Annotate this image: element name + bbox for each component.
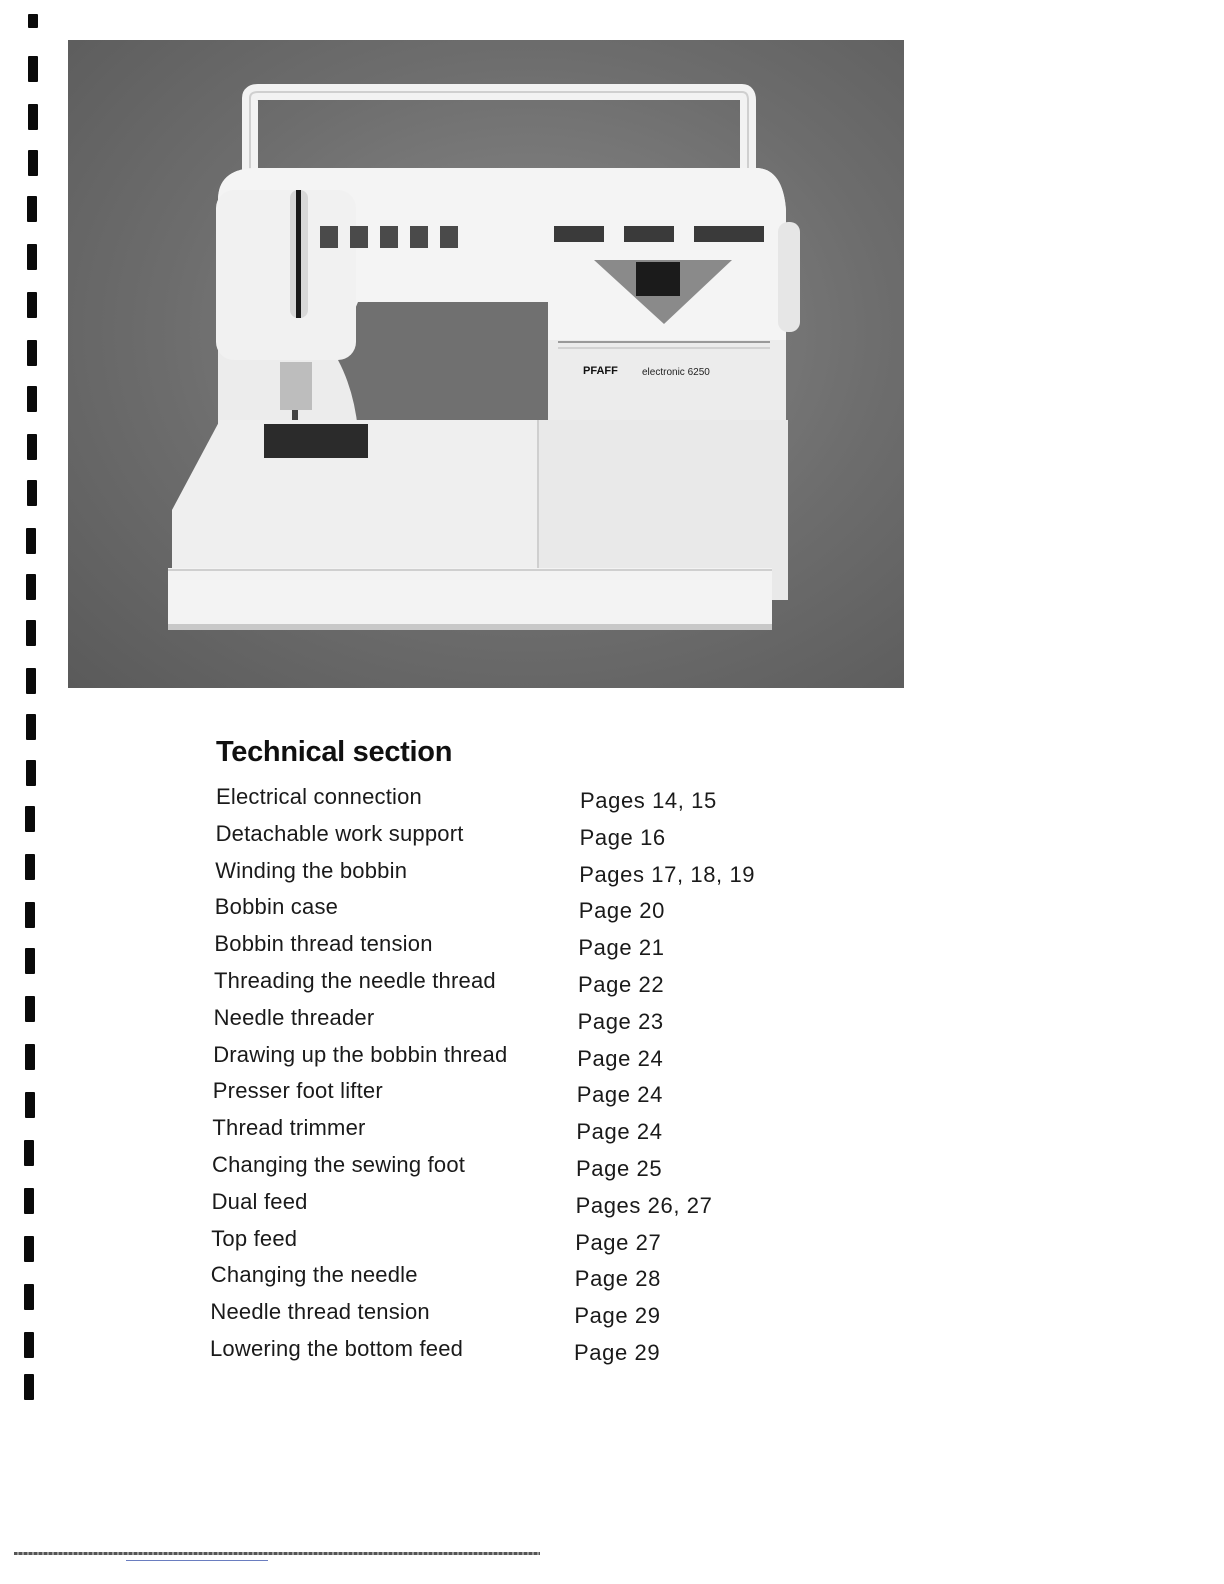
binding-hole (25, 854, 35, 880)
binding-hole (26, 620, 36, 646)
toc-topic: Thread trimmer (212, 1115, 366, 1141)
toc-topic: Needle thread tension (210, 1299, 430, 1325)
toc-topic: Changing the sewing foot (212, 1151, 466, 1177)
toc-entry (210, 894, 770, 931)
toc-page-ref: Page 23 (577, 1008, 664, 1034)
binding-hole (24, 1188, 34, 1214)
toc-page-ref: Page 21 (578, 935, 665, 961)
toc-entry (210, 1226, 770, 1263)
toc-topic: Threading the needle thread (214, 967, 496, 993)
toc-entry (210, 1189, 770, 1226)
toc-topic: Dual feed (211, 1188, 308, 1214)
toc-page-ref: Page 29 (574, 1339, 661, 1365)
binding-hole (24, 1284, 34, 1310)
toc-page-ref: Page 24 (577, 1045, 664, 1071)
toc-topic: Needle threader (213, 1004, 375, 1030)
toc-topic: Top feed (211, 1225, 298, 1251)
toc-entry (210, 784, 770, 821)
toc-page-ref: Pages 26, 27 (575, 1192, 713, 1218)
scan-edge-line (126, 1560, 268, 1561)
toc-topic: Detachable work support (215, 820, 464, 846)
binding-hole (24, 1332, 34, 1358)
binding-hole (24, 1140, 34, 1166)
binding-hole (25, 806, 35, 832)
binding-hole (25, 996, 35, 1022)
binding-hole (27, 434, 37, 460)
scan-edge-rule (14, 1552, 540, 1555)
toc-page-ref: Page 22 (578, 971, 665, 997)
section-title: Technical section (216, 736, 453, 768)
toc-page-ref: Page 28 (574, 1266, 661, 1292)
toc-entry (210, 1262, 770, 1299)
binding-hole (28, 56, 38, 82)
toc-topic: Electrical connection (216, 784, 422, 809)
binding-hole (25, 948, 35, 974)
binding-hole (27, 340, 37, 366)
sewing-machine-photo (68, 40, 904, 688)
toc-entry (210, 931, 770, 968)
toc-page-ref: Page 27 (575, 1229, 662, 1255)
toc-page-ref: Page 20 (578, 898, 665, 924)
toc-topic: Drawing up the bobbin thread (213, 1041, 508, 1067)
toc-entry (210, 1042, 770, 1079)
binding-hole (27, 386, 37, 412)
toc-page-ref: Pages 17, 18, 19 (579, 861, 756, 887)
toc-entry (210, 1078, 770, 1115)
binding-hole (25, 902, 35, 928)
toc-entry (210, 1299, 770, 1336)
binding-hole (27, 244, 37, 270)
binding-hole (25, 1092, 35, 1118)
binding-hole (27, 480, 37, 506)
binding-hole (28, 14, 38, 28)
toc-entry (210, 1005, 770, 1042)
svg-text:PFAFF: PFAFF (583, 365, 618, 377)
toc-entry (210, 1115, 770, 1152)
binding-hole (24, 1236, 34, 1262)
binding-hole (28, 150, 38, 176)
binding-hole (26, 714, 36, 740)
toc-topic: Changing the needle (210, 1262, 418, 1288)
toc-entry (210, 1152, 770, 1189)
toc-page-ref: Page 29 (574, 1303, 661, 1329)
toc-entry (210, 858, 770, 895)
toc-topic: Bobbin case (214, 894, 339, 920)
toc-topic: Winding the bobbin (215, 857, 408, 883)
toc-page-ref: Page 25 (576, 1155, 663, 1181)
toc-topic: Lowering the bottom feed (210, 1335, 464, 1361)
toc-topic: Presser foot lifter (212, 1078, 383, 1104)
binding-hole (27, 196, 37, 222)
binding-hole (26, 528, 36, 554)
toc-topic: Bobbin thread tension (214, 931, 433, 957)
binding-hole (25, 1044, 35, 1070)
binding-hole (27, 292, 37, 318)
toc-page-ref: Page 24 (576, 1119, 663, 1145)
toc-entry (210, 968, 770, 1005)
binding-hole (24, 1374, 34, 1400)
binding-hole (28, 104, 38, 130)
toc-list (210, 784, 770, 1373)
toc-page-ref: Pages 14, 15 (580, 788, 717, 813)
toc-entry (210, 1336, 770, 1373)
binding-hole (26, 668, 36, 694)
binding-hole (26, 760, 36, 786)
binding-holes (24, 14, 54, 1414)
binding-hole (26, 574, 36, 600)
toc-page-ref: Page 24 (576, 1082, 663, 1108)
svg-text:electronic 6250: electronic 6250 (642, 367, 710, 378)
toc-entry (210, 821, 770, 858)
toc-page-ref: Page 16 (579, 824, 666, 850)
